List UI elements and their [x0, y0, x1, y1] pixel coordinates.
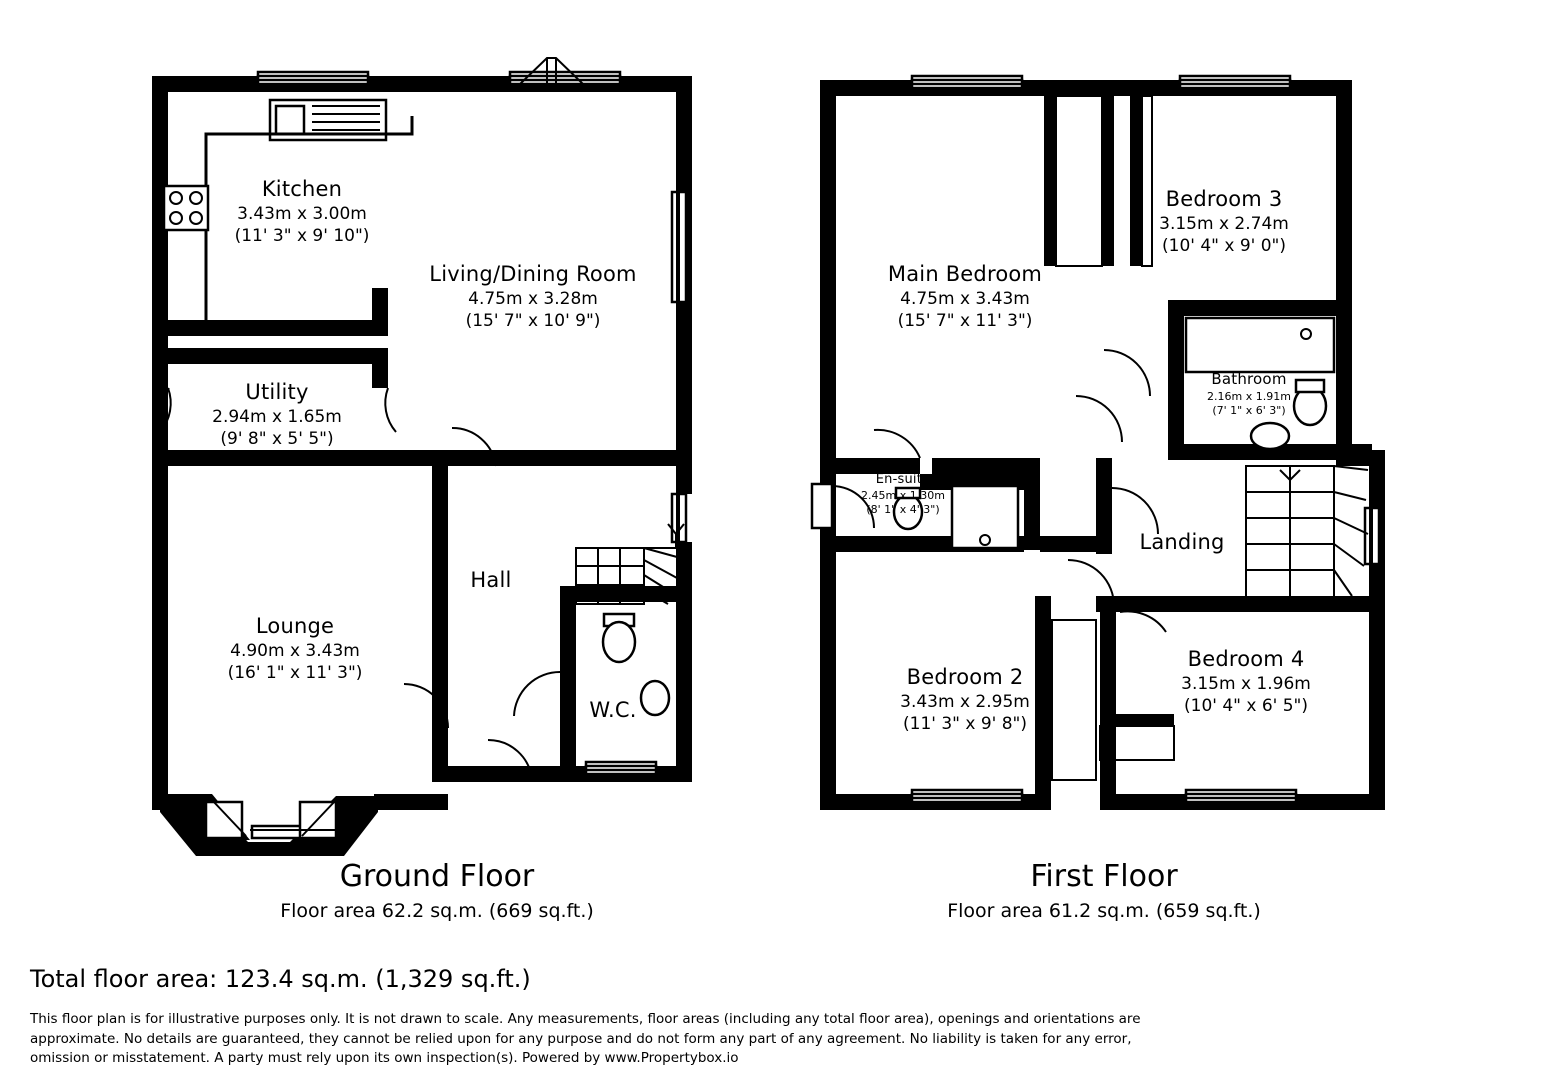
room-label-living-dining-room: Living/Dining Room 4.75m x 3.28m (15' 7" x 10' 9") [429, 262, 637, 332]
total-floor-area: Total floor area: 123.4 sq.m. (1,329 sq.ft.) [30, 965, 531, 993]
room-label-lounge: Lounge 4.90m x 3.43m (16' 1" x 11' 3") [227, 614, 363, 684]
room-label-hall: Hall [470, 568, 512, 592]
room-label-utility: Utility 2.94m x 1.65m (9' 8" x 5' 5") [212, 380, 342, 450]
room-label-main-bedroom: Main Bedroom 4.75m x 3.43m (15' 7" x 11' 3") [887, 262, 1043, 332]
room-label-bedroom-3: Bedroom 3 3.15m x 2.74m (10' 4" x 9' 0") [1159, 187, 1289, 257]
ground-floor-drawing [152, 58, 692, 856]
room-label-bathroom: Bathroom 2.16m x 1.91m (7' 1" x 6' 3") [1207, 370, 1291, 417]
room-label-kitchen: Kitchen 3.43m x 3.00m (11' 3" x 9' 10") [234, 177, 370, 247]
ground-floor-title: Ground Floor Floor area 62.2 sq.m. (669 sq.ft.) [280, 859, 594, 922]
room-label-bedroom-4: Bedroom 4 3.15m x 1.96m (10' 4" x 6' 5") [1181, 647, 1311, 717]
disclaimer-text: This floor plan is for illustrative purposes only. It is not drawn to scale. Any measurements, floor areas (including any total floor area), openings and orientations are approximate. No details are guaranteed, they cannot be relied upon for any purpose and do not form any part of any agreement. No liability is taken for any error, omission or misstatement. A party must rely upon its own inspection(s). Powered by www.Propertybox.io [30, 1011, 1141, 1067]
first-floor-title: First Floor Floor area 61.2 sq.m. (659 sq.ft.) [947, 859, 1261, 922]
room-label-en-suite: En-suite 2.45m x 1.30m (8' 1" x 4' 3") [861, 472, 945, 517]
room-label-bedroom-2: Bedroom 2 3.43m x 2.95m (11' 3" x 9' 8") [900, 665, 1030, 735]
room-label-landing: Landing [1139, 530, 1225, 554]
room-label-wc: W.C. [589, 698, 637, 722]
